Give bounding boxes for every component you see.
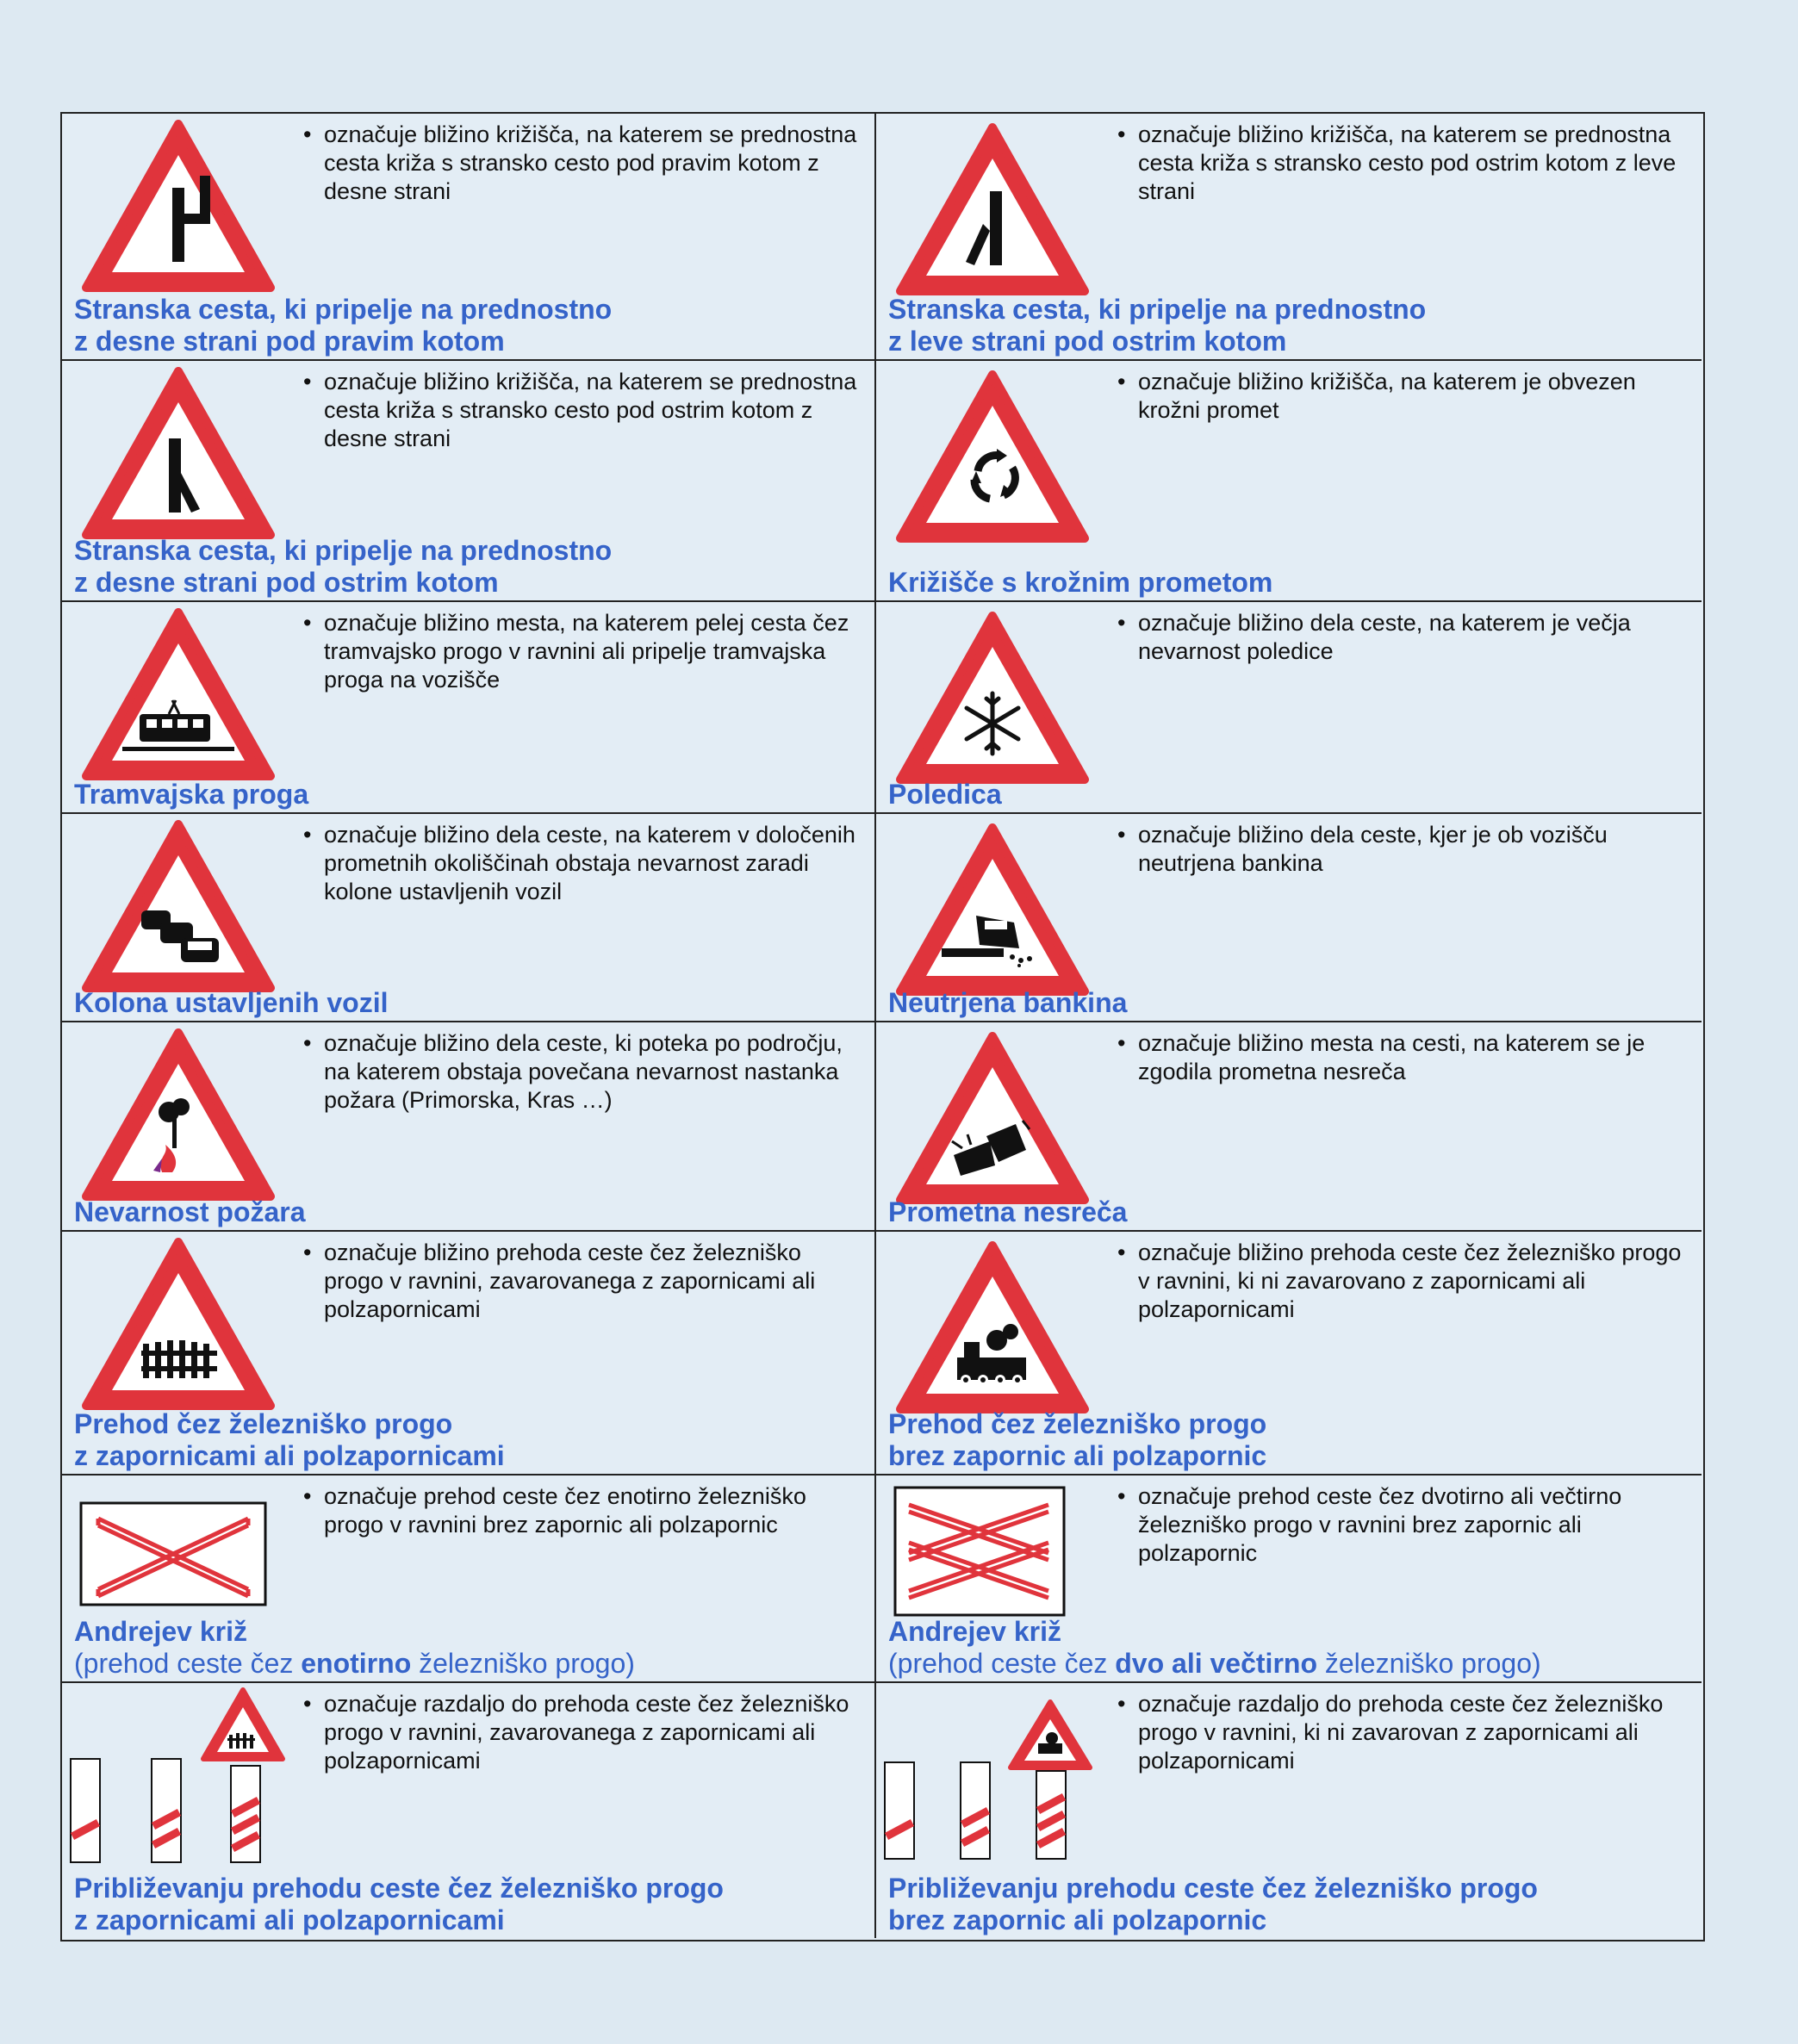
soft-shoulder-sign — [893, 819, 1092, 998]
railway-crossing-with-barriers-sign — [79, 1237, 277, 1416]
sign-cell — [876, 814, 1702, 1022]
sign-description: • označuje prehod ceste čez dvotirno ali večtirno železniško progo v ravnini brez zapornic ali polzapornic — [1117, 1482, 1686, 1568]
approach-markers-with-barriers-sign — [69, 1685, 293, 1866]
sign-cell — [62, 114, 876, 361]
sign-title: Prometna nesreča — [888, 1196, 1128, 1227]
sign-description: • označuje bližino križišča, na katerem se prednostna cesta križa s stransko cesto pod ostrim kotom z desne strani — [303, 368, 859, 453]
queue-of-vehicles-sign — [79, 819, 277, 998]
sign-title: Prehod čez železniško progo brez zapornic ali polzapornic — [888, 1408, 1267, 1471]
sign-title: Stranska cesta, ki pripelje na prednostno z desne strani pod ostrim kotom — [74, 535, 613, 598]
side-road-acute-left-sign — [893, 119, 1092, 298]
sign-cell — [62, 361, 876, 602]
sign-title: Stranska cesta, ki pripelje na prednostno z desne strani pod pravim kotom — [74, 294, 613, 357]
sign-description: • označuje bližino križišča, na katerem se prednostna cesta križa s stransko cesto pod pravim kotom z desne strani — [303, 121, 859, 206]
sign-description: • označuje bližino dela ceste, ki poteka po področju, na katerem obstaja povečana nevarnost nastanka požara (Primorska, Kras …) — [303, 1029, 859, 1115]
sign-description: • označuje razdaljo do prehoda ceste čez železniško progo v ravnini, zavarovanega z zapornicami ali polzapornicami — [303, 1690, 859, 1775]
sign-title: Andrejev križ (prehod ceste čez enotirno železniško progo) — [74, 1616, 635, 1679]
ice-sign — [893, 607, 1092, 786]
sign-title: Andrejev križ (prehod ceste čez dvo ali večtirno železniško progo) — [888, 1616, 1541, 1679]
sign-title: Približevanju prehodu ceste čez železniško progo z zapornicami ali polzapornicami — [74, 1873, 724, 1935]
accident-sign — [893, 1028, 1092, 1207]
sign-cell — [62, 1476, 876, 1683]
tram-sign — [79, 607, 277, 786]
sign-description: • označuje bližino križišča, na katerem se prednostna cesta križa s stransko cesto pod ostrim kotom z leve strani — [1117, 121, 1686, 206]
sign-description: • označuje bližino dela ceste, na katerem je večja nevarnost poledice — [1117, 609, 1686, 666]
sign-description: • označuje bližino križišča, na katerem je obvezen krožni promet — [1117, 368, 1686, 425]
side-road-acute-right-sign — [79, 366, 277, 545]
approach-markers-without-barriers-sign — [883, 1685, 1107, 1866]
roundabout-sign — [893, 366, 1092, 545]
sign-cell — [876, 1022, 1702, 1232]
sign-title: Približevanju prehodu ceste čez železniško progo brez zapornic ali polzapornic — [888, 1873, 1538, 1935]
sign-title: Križišče s krožnim prometom — [888, 567, 1273, 598]
sign-cell — [876, 361, 1702, 602]
sign-description: • označuje bližino prehoda ceste čez železniško progo v ravnini, zavarovanega z zapornicami ali polzapornicami — [303, 1239, 859, 1324]
sign-cell — [876, 1476, 1702, 1683]
sign-cell — [876, 1232, 1702, 1476]
sign-cell — [62, 602, 876, 814]
sign-description: • označuje bližino prehoda ceste čez železniško progo v ravnini, ki ni zavarovano z zapornicami ali polzapornicami — [1117, 1239, 1686, 1324]
sign-cell — [876, 114, 1702, 361]
railway-crossing-without-barriers-sign — [893, 1237, 1092, 1416]
sign-description: • označuje bližino mesta, na katerem pelej cesta čez tramvajsko progo v ravnini ali pripelje tramvajska proga na vozišče — [303, 609, 859, 694]
sign-title: Neutrjena bankina — [888, 987, 1128, 1018]
sign-title: Prehod čez železniško progo z zapornicami ali polzapornicami — [74, 1408, 505, 1471]
sign-cell — [62, 814, 876, 1022]
sign-description: • označuje bližino dela ceste, na katerem v določenih prometnih okoliščinah obstaja nevarnost zaradi kolone ustavljenih vozil — [303, 821, 859, 906]
sign-title: Nevarnost požara — [74, 1196, 306, 1227]
side-road-right-angle-right-sign — [79, 119, 277, 298]
traffic-sign-table — [60, 112, 1705, 1941]
fire-danger-sign — [79, 1028, 277, 1207]
sign-title: Poledica — [888, 779, 1002, 810]
sign-cell — [62, 1022, 876, 1232]
sign-title: Tramvajska proga — [74, 779, 309, 810]
sign-title: Stranska cesta, ki pripelje na prednostno z leve strani pod ostrim kotom — [888, 294, 1427, 357]
sign-cell — [876, 602, 1702, 814]
sign-title: Kolona ustavljenih vozil — [74, 987, 389, 1018]
sign-description: • označuje bližino mesta na cesti, na katerem se je zgodila prometna nesreča — [1117, 1029, 1686, 1086]
sign-description: • označuje razdaljo do prehoda ceste čez železniško progo v ravnini, ki ni zavarovan z zapornicami ali polzapornicami — [1117, 1690, 1686, 1775]
sign-cell — [62, 1232, 876, 1476]
sign-cell — [876, 1683, 1702, 1938]
sign-cell — [62, 1683, 876, 1938]
sign-description: • označuje bližino dela ceste, kjer je ob vozišču neutrjena bankina — [1117, 821, 1686, 878]
sign-description: • označuje prehod ceste čez enotirno železniško progo v ravnini brez zapornic ali polzapornic — [303, 1482, 859, 1539]
